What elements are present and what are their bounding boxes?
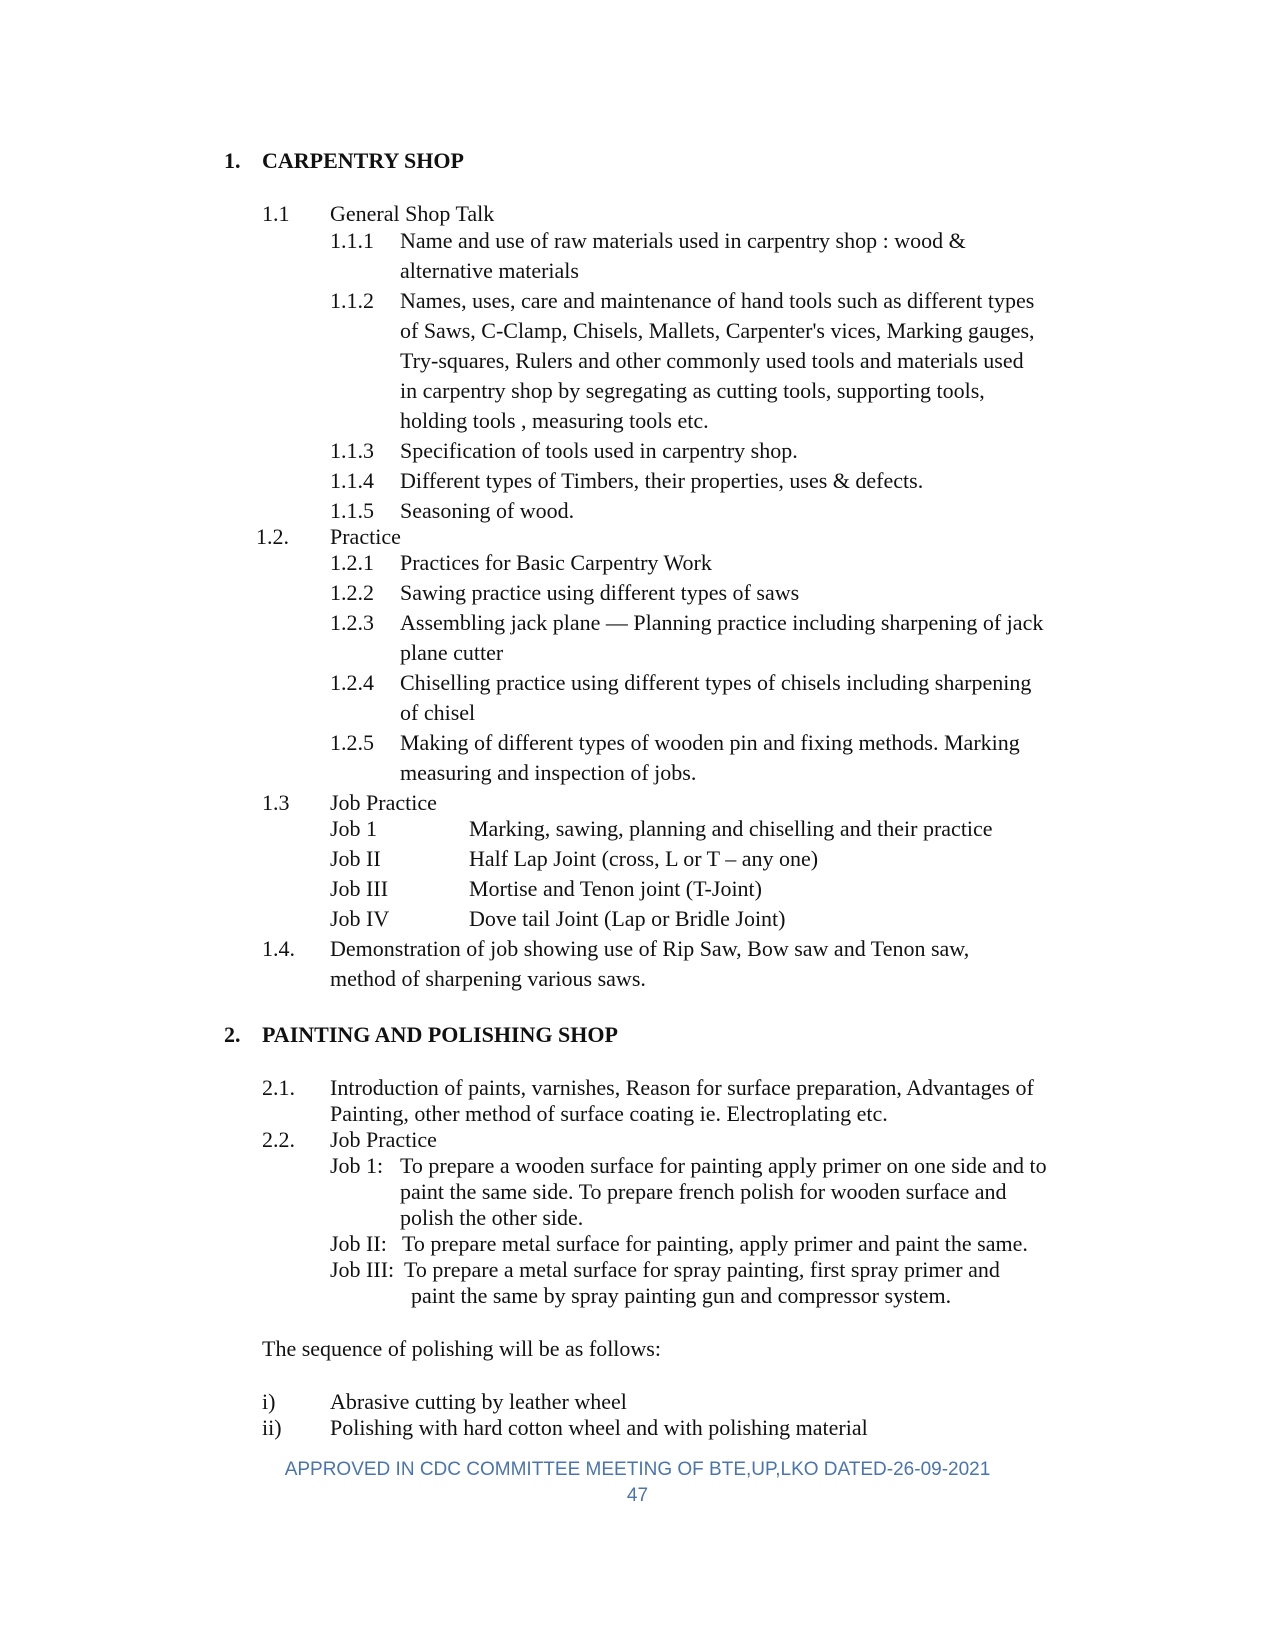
item-number: 1.1.4 [330,468,374,493]
item-text: Making of different types of wooden pin and fixing methods. Marking [400,730,1020,755]
item-number: 1.1.2 [330,288,374,313]
job-label: Job III: [330,1257,395,1282]
item-text: alternative materials [400,258,579,283]
item-text: Specification of tools used in carpentry shop. [400,438,798,463]
subsection-number: 2.2. [262,1127,295,1152]
subsection-text: Demonstration of job showing use of Rip Saw, Bow saw and Tenon saw, [330,936,970,961]
item-text: Seasoning of wood. [400,498,575,523]
job-text: Half Lap Joint (cross, L or T – any one) [469,846,819,871]
job-text: To prepare a metal surface for spray painting, first spray primer and [404,1257,1000,1282]
item-text: Sawing practice using different types of saws [400,580,800,605]
job-label: Job III [330,876,389,901]
step-text: Abrasive cutting by leather wheel [330,1389,627,1414]
job-label: Job 1: [330,1153,384,1178]
item-number: 1.2.2 [330,580,374,605]
item-text: in carpentry shop by segregating as cutting tools, supporting tools, [400,378,985,403]
step-number: ii) [262,1415,282,1440]
item-text: plane cutter [400,640,504,665]
section-title: CARPENTRY SHOP [262,148,464,173]
item-text: Assembling jack plane — Planning practice including sharpening of jack [400,610,1044,635]
subsection-text: method of sharpening various saws. [330,966,646,991]
job-text: To prepare a wooden surface for painting apply primer on one side and to [400,1153,1047,1178]
approval-footer: APPROVED IN CDC COMMITTEE MEETING OF BTE,UP,LKO DATED-26-09-2021 [284,1459,991,1480]
job-label: Job IV [330,906,390,931]
subsection-title: Job Practice [330,790,437,815]
subsection-number: 1.4. [262,936,295,961]
item-number: 1.1.5 [330,498,374,523]
job-text: polish the other side. [400,1205,584,1230]
item-text: Different types of Timbers, their properties, uses & defects. [400,468,924,493]
item-text: of Saws, C-Clamp, Chisels, Mallets, Carpenter's vices, Marking gauges, [400,318,1035,343]
subsection-title: General Shop Talk [330,201,495,226]
item-text: of chisel [400,700,476,725]
subsection-text: Painting, other method of surface coating ie. Electroplating etc. [330,1101,888,1126]
item-number: 1.2.1 [330,550,374,575]
job-label: Job 1 [330,816,378,841]
item-text: Chiselling practice using different types of chisels including sharpening [400,670,1032,695]
section-number: 1. [224,148,241,173]
item-number: 1.1.1 [330,228,374,253]
section-number: 2. [224,1022,241,1047]
sequence-intro: The sequence of polishing will be as follows: [262,1336,661,1361]
job-text: paint the same by spray painting gun and compressor system. [411,1283,952,1308]
subsection-text: Introduction of paints, varnishes, Reason for surface preparation, Advantages of [330,1075,1034,1100]
section-title: PAINTING AND POLISHING SHOP [262,1022,618,1047]
step-number: i) [262,1389,276,1414]
job-text: Marking, sawing, planning and chiselling and their practice [469,816,993,841]
subsection-number: 1.3 [262,790,290,815]
item-number: 1.1.3 [330,438,374,463]
item-text: Try-squares, Rulers and other commonly used tools and materials used [400,348,1024,373]
job-label: Job II: [330,1231,387,1256]
item-number: 1.2.5 [330,730,374,755]
item-text: Name and use of raw materials used in carpentry shop : wood & [400,228,966,253]
job-label: Job II [330,846,381,871]
job-text: paint the same side. To prepare french polish for wooden surface and [400,1179,1007,1204]
page-number: 47 [626,1485,649,1506]
subsection-number: 1.2. [256,524,289,549]
item-text: Names, uses, care and maintenance of hand tools such as different types [400,288,1035,313]
item-text: measuring and inspection of jobs. [400,760,697,785]
item-number: 1.2.4 [330,670,374,695]
step-text: Polishing with hard cotton wheel and with polishing material [330,1415,868,1440]
subsection-title: Practice [330,524,401,549]
job-text: Mortise and Tenon joint (T-Joint) [469,876,762,901]
item-text: holding tools , measuring tools etc. [400,408,709,433]
item-number: 1.2.3 [330,610,374,635]
subsection-number: 1.1 [262,201,290,226]
job-text: Dove tail Joint (Lap or Bridle Joint) [469,906,786,931]
subsection-title: Job Practice [330,1127,437,1152]
subsection-number: 2.1. [262,1075,295,1100]
item-text: Practices for Basic Carpentry Work [400,550,712,575]
job-text: To prepare metal surface for painting, apply primer and paint the same. [402,1231,1028,1256]
